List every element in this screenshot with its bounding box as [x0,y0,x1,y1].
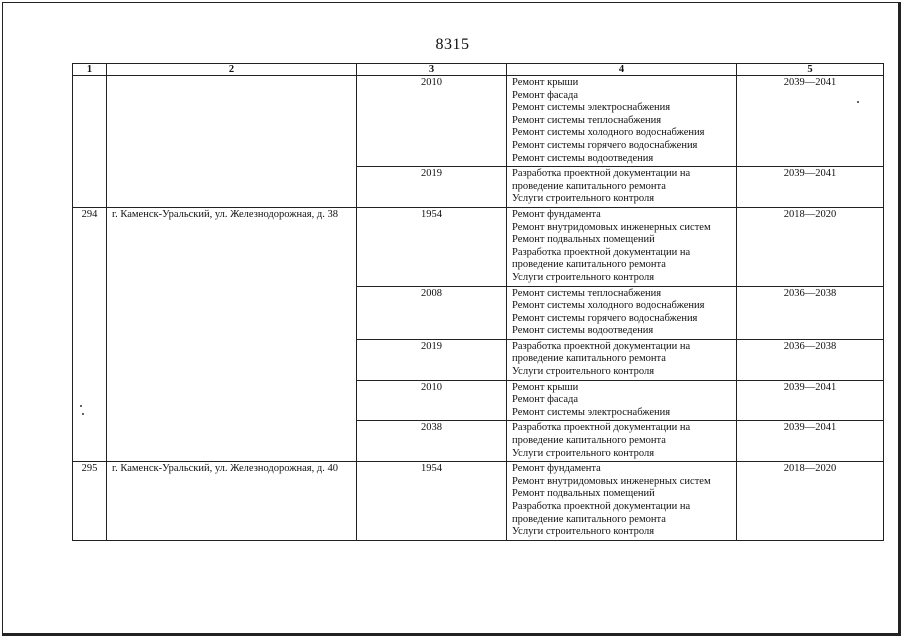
table-body [73,76,884,541]
column-header: 5 [737,64,884,76]
column-header: 1 [73,64,107,76]
table-header-row [73,64,884,76]
works-cell [507,421,737,462]
scan-speck [80,405,82,407]
period-cell: 2036—2038 [737,286,884,339]
work-item: Ремонт фасада [512,394,579,406]
column-header: 2 [107,64,357,76]
work-item: Ремонт системы водоотведения [512,152,654,164]
work-item: проведение капитального ремонта [512,259,666,271]
year-cell: 2038 [357,421,507,462]
works-cell [507,76,737,167]
works-cell [507,167,737,208]
work-item: проведение капитального ремонта [512,180,666,192]
table-row [73,462,884,541]
work-item: Ремонт системы горячего водоснабжения [512,312,698,324]
capital-repair-table [72,63,884,541]
work-item: Ремонт фасада [512,89,579,101]
work-item: Ремонт фундамента [512,208,601,220]
work-item: Ремонт внутридомовых инженерных систем [512,221,711,233]
scan-speck [857,101,859,103]
object-address: г. Каменск-Уральский, ул. Железнодорожная, д. 38 [107,207,357,461]
work-item: Услуги строительного контроля [512,447,655,459]
year-cell: 1954 [357,207,507,286]
period-cell: 2039—2041 [737,167,884,208]
year-cell: 2010 [357,380,507,421]
year-cell: 2019 [357,167,507,208]
period-cell: 2018—2020 [737,207,884,286]
object-number: 295 [73,462,107,541]
work-item: Ремонт системы теплоснабжения [512,287,662,299]
work-item: Ремонт системы водоотведения [512,325,654,337]
work-item: Услуги строительного контроля [512,366,655,378]
year-cell: 2010 [357,76,507,167]
scan-speck [82,413,84,415]
table-row [73,76,884,167]
works-cell [507,462,737,541]
work-item: Ремонт системы электроснабжения [512,406,671,418]
work-item: Ремонт крыши [512,381,579,393]
object-address: г. Каменск-Уральский, ул. Железнодорожная, д. 40 [107,462,357,541]
period-cell: 2036—2038 [737,339,884,380]
page-number: 8315 [435,36,470,53]
works-cell [507,207,737,286]
work-item: Ремонт системы холодного водоснабжения [512,127,705,139]
column-header: 4 [507,64,737,76]
works-cell [507,339,737,380]
work-item: Ремонт фундамента [512,463,601,475]
work-item: проведение капитального ремонта [512,513,666,525]
work-item: проведение капитального ремонта [512,435,666,447]
work-item: Ремонт подвальных помещений [512,488,655,500]
work-item: Ремонт системы электроснабжения [512,102,671,114]
work-item: Ремонт системы горячего водоснабжения [512,139,698,151]
period-cell: 2039—2041 [737,421,884,462]
work-item: Разработка проектной документации на [512,246,691,258]
period-cell: 2039—2041 [737,76,884,167]
works-cell [507,380,737,421]
work-item: Услуги строительного контроля [512,271,655,283]
work-item: Ремонт внутридомовых инженерных систем [512,475,711,487]
work-item: Разработка проектной документации на [512,340,691,352]
work-item: Ремонт крыши [512,77,579,88]
work-item: проведение капитального ремонта [512,353,666,365]
work-item: Ремонт системы холодного водоснабжения [512,300,705,312]
work-item: Услуги строительного контроля [512,526,655,538]
table-row [73,207,884,286]
object-address [107,76,357,208]
work-item: Ремонт системы теплоснабжения [512,114,662,126]
work-item: Разработка проектной документации на [512,422,691,434]
works-cell [507,286,737,339]
work-item: Услуги строительного контроля [512,193,655,205]
work-item: Разработка проектной документации на [512,501,691,512]
year-cell: 2008 [357,286,507,339]
column-header: 3 [357,64,507,76]
work-item: Разработка проектной документации на [512,168,691,180]
period-cell: 2018—2020 [737,462,884,541]
work-item: Ремонт подвальных помещений [512,234,655,246]
year-cell: 1954 [357,462,507,541]
object-number: 294 [73,207,107,461]
object-number [73,76,107,208]
period-cell: 2039—2041 [737,380,884,421]
year-cell: 2019 [357,339,507,380]
